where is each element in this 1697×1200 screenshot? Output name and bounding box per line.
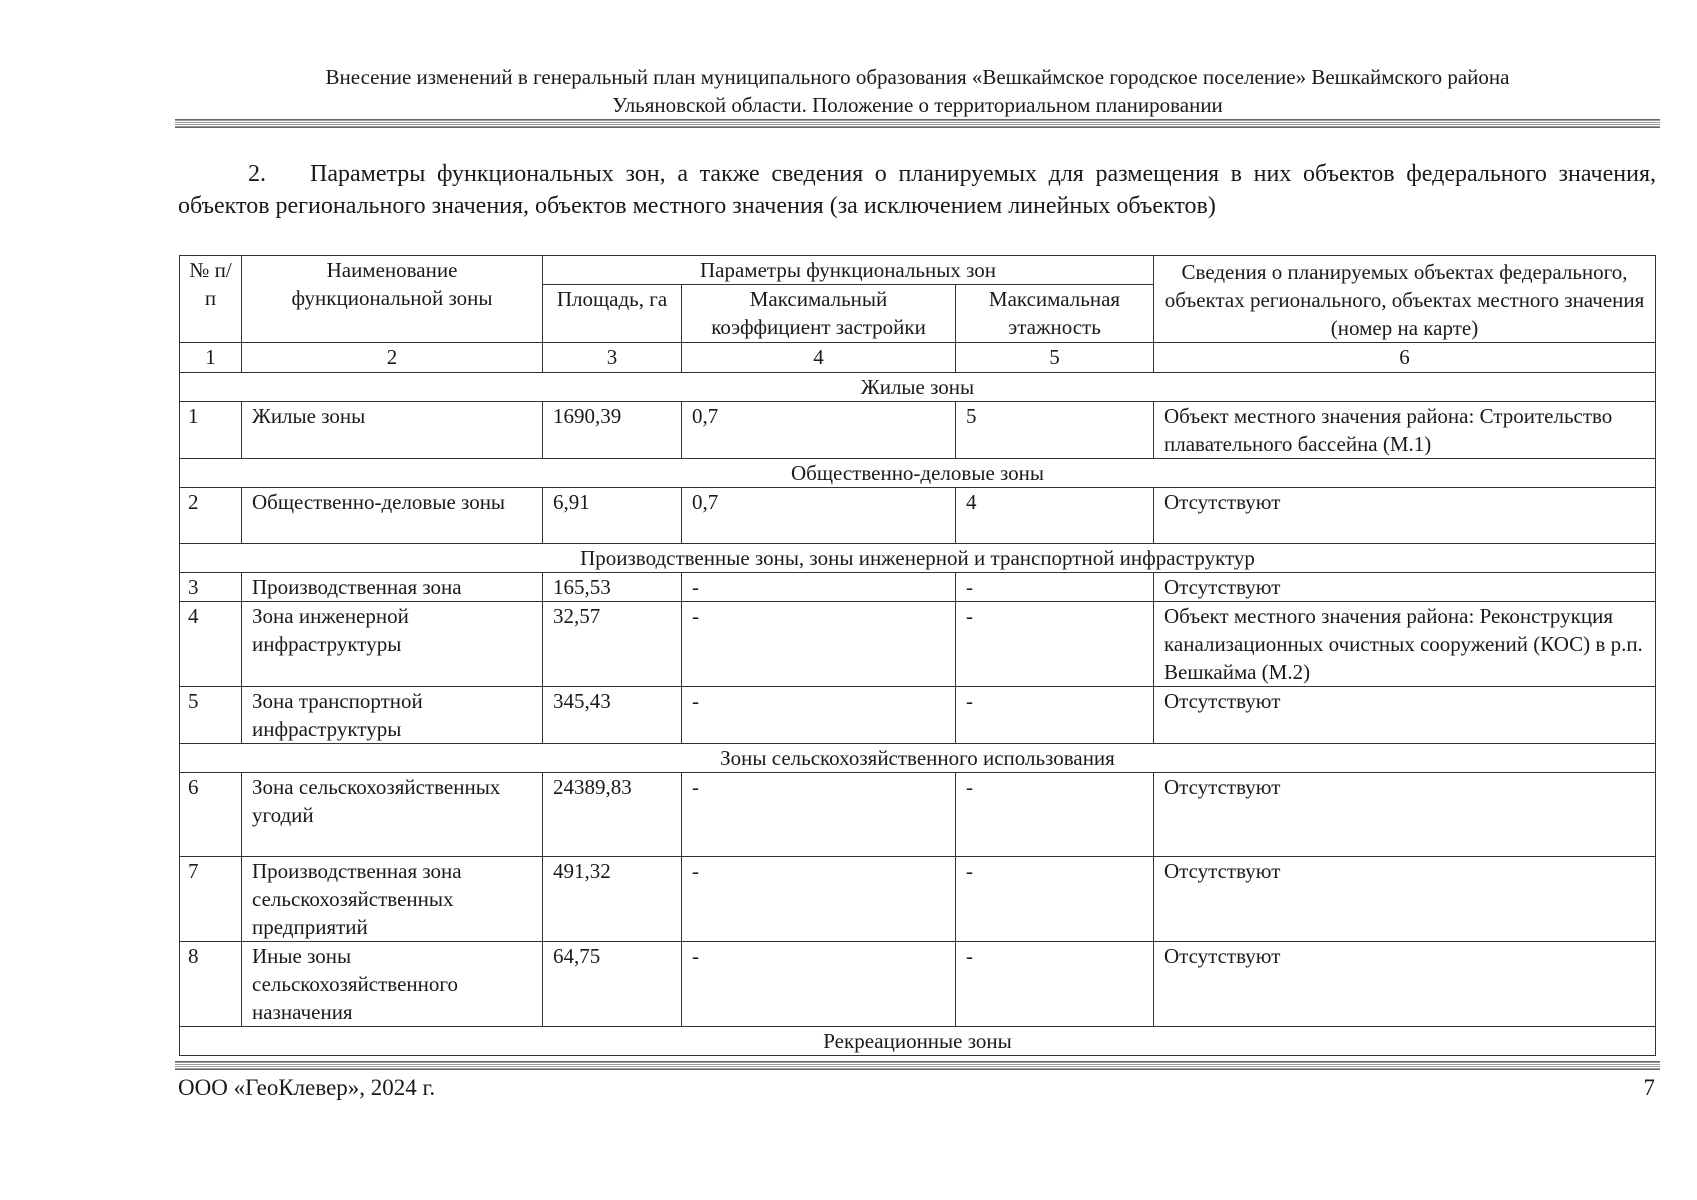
group-row — [180, 544, 1656, 573]
group-title: Производственные зоны, зоны инженерной и транспортной инфраструктур — [180, 544, 1656, 573]
column-number: 5 — [956, 343, 1154, 373]
zone-floors: - — [956, 773, 1154, 857]
section-number: 2. — [248, 161, 266, 187]
row-number: 6 — [180, 773, 242, 857]
zone-objects: Отсутствуют — [1154, 857, 1656, 942]
row-number: 5 — [180, 687, 242, 744]
table-row — [180, 773, 1656, 857]
table-row — [180, 687, 1656, 744]
table-row — [180, 573, 1656, 602]
zone-objects: Отсутствуют — [1154, 488, 1656, 544]
zone-floors: 5 — [956, 402, 1154, 459]
zone-coefficient: 0,7 — [682, 488, 956, 544]
header-name: Наименование функциональной зоны — [242, 256, 543, 343]
zone-name: Зона сельскохозяйственных угодий — [242, 773, 543, 857]
zone-floors: - — [956, 857, 1154, 942]
table-row — [180, 602, 1656, 687]
zone-coefficient: - — [682, 687, 956, 744]
section-text: Параметры функциональных зон, а также сведения о планируемых для размещения в них объектов федерального значения, объектов регионального значения, объектов местного значения (за исключением линейных объектов) — [178, 161, 1656, 219]
zone-coefficient: - — [682, 942, 956, 1027]
zone-floors: - — [956, 687, 1154, 744]
footer-company: ООО «ГеоКлевер», 2024 г. — [178, 1075, 436, 1100]
zone-area: 24389,83 — [543, 773, 682, 857]
table-row — [180, 942, 1656, 1027]
header-params: Параметры функциональных зон — [543, 256, 1154, 285]
zone-area: 345,43 — [543, 687, 682, 744]
zone-coefficient: - — [682, 573, 956, 602]
section-title — [178, 158, 1656, 222]
zone-objects: Отсутствуют — [1154, 773, 1656, 857]
zone-area: 1690,39 — [543, 402, 682, 459]
zone-objects: Отсутствуют — [1154, 573, 1656, 602]
zone-coefficient: - — [682, 773, 956, 857]
zone-name: Иные зоны сельскохозяйственного назначения — [242, 942, 543, 1027]
zone-name: Общественно-деловые зоны — [242, 488, 543, 544]
zone-area: 6,91 — [543, 488, 682, 544]
table-row — [180, 488, 1656, 544]
header-area: Площадь, га — [543, 285, 682, 343]
group-row — [180, 459, 1656, 488]
column-number: 4 — [682, 343, 956, 373]
zone-objects: Отсутствуют — [1154, 942, 1656, 1027]
zone-name: Жилые зоны — [242, 402, 543, 459]
group-row — [180, 1027, 1656, 1056]
document-header — [175, 63, 1660, 119]
zone-floors: - — [956, 573, 1154, 602]
zone-objects: Объект местного значения района: Реконструкция канализационных очистных сооружений (КОС) в р.п. Вешкайма (М.2) — [1154, 602, 1656, 687]
row-number: 3 — [180, 573, 242, 602]
zone-floors: - — [956, 602, 1154, 687]
zone-objects: Отсутствуют — [1154, 687, 1656, 744]
zone-objects: Объект местного значения района: Строительство плавательного бассейна (М.1) — [1154, 402, 1656, 459]
header-rule — [175, 119, 1660, 128]
header-num: № п/п — [180, 256, 242, 343]
table-row — [180, 857, 1656, 942]
group-title: Рекреационные зоны — [180, 1027, 1656, 1056]
zone-area: 64,75 — [543, 942, 682, 1027]
header-floors: Максимальная этажность — [956, 285, 1154, 343]
zone-name: Зона инженерной инфраструктуры — [242, 602, 543, 687]
header-coef: Максимальный коэффициент застройки — [682, 285, 956, 343]
zone-area: 165,53 — [543, 573, 682, 602]
zone-area: 32,57 — [543, 602, 682, 687]
row-number: 4 — [180, 602, 242, 687]
zone-name: Зона транспортной инфраструктуры — [242, 687, 543, 744]
group-title: Жилые зоны — [180, 373, 1656, 402]
header-line-2: Ульяновской области. Положение о территориальном планировании — [612, 93, 1223, 117]
column-numbers-row — [180, 343, 1656, 373]
zone-area: 491,32 — [543, 857, 682, 942]
group-row — [180, 373, 1656, 402]
zone-coefficient: - — [682, 602, 956, 687]
column-number: 1 — [180, 343, 242, 373]
row-number: 7 — [180, 857, 242, 942]
row-number: 8 — [180, 942, 242, 1027]
zone-floors: 4 — [956, 488, 1154, 544]
header-objects: Сведения о планируемых объектах федерального, объектах регионального, объектах местного значения (номер на карте) — [1154, 256, 1656, 343]
zone-coefficient: 0,7 — [682, 402, 956, 459]
page-number: 7 — [1643, 1075, 1655, 1100]
group-title: Общественно-деловые зоны — [180, 459, 1656, 488]
zone-coefficient: - — [682, 857, 956, 942]
zones-table — [179, 255, 1656, 1056]
footer-rule — [175, 1061, 1660, 1070]
header-line-1: Внесение изменений в генеральный план муниципального образования «Вешкаймское городское поселение» Вешкаймского района — [325, 65, 1510, 89]
zones-table-body — [180, 343, 1656, 1056]
zone-name: Производственная зона — [242, 573, 543, 602]
column-number: 6 — [1154, 343, 1656, 373]
table-row — [180, 402, 1656, 459]
group-row — [180, 744, 1656, 773]
row-number: 2 — [180, 488, 242, 544]
zone-name: Производственная зона сельскохозяйственных предприятий — [242, 857, 543, 942]
zone-floors: - — [956, 942, 1154, 1027]
column-number: 2 — [242, 343, 543, 373]
group-title: Зоны сельскохозяйственного использования — [180, 744, 1656, 773]
column-number: 3 — [543, 343, 682, 373]
row-number: 1 — [180, 402, 242, 459]
